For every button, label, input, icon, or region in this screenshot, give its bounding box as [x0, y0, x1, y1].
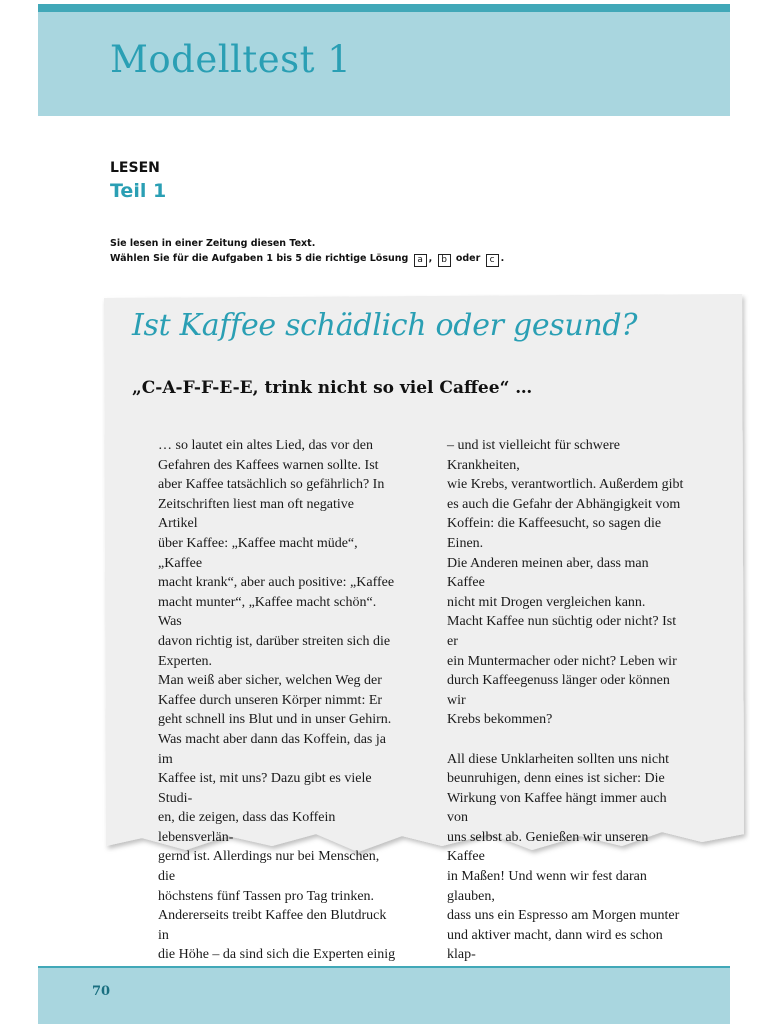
section-label: LESEN [110, 160, 160, 176]
text-line: Wirkung von Kaffee hängt immer auch von [447, 790, 667, 826]
article-column-left [158, 436, 396, 965]
text-line: – und ist vielleicht für schwere Krankheiten, [447, 438, 621, 473]
instruction-period: . [500, 253, 505, 264]
text-line: über Kaffee: „Kaffee macht müde“, „Kaffee [158, 535, 358, 571]
article-column-right [447, 436, 687, 985]
text-line: es auch die Gefahr der Abhängigkeit vom [447, 496, 681, 512]
page [38, 0, 730, 1024]
text-line: höchstens fünf Tassen pro Tag trinken. [158, 888, 375, 904]
text-line: Experten. [158, 653, 213, 669]
text-line: beunruhigen, denn eines ist sicher: Die [447, 771, 665, 787]
instruction-line-2 [110, 251, 504, 267]
text-line: uns selbst ab. Genießen wir unseren Kaffee [447, 829, 649, 865]
text-line: Gefahren des Kaffees warnen sollte. Ist [158, 457, 379, 473]
text-line: Andererseits treibt Kaffee den Blutdruck in [158, 908, 387, 943]
text-line: … so lautet ein altes Lied, das vor den [158, 438, 373, 453]
text-line: Was macht aber dann das Koffein, das ja im [158, 731, 386, 767]
section-part: Teil 1 [110, 180, 167, 202]
option-c-box: c [486, 254, 499, 267]
text-line: gernd ist. Allerdings nur bei Menschen, die [158, 849, 380, 885]
option-a-box: a [414, 254, 427, 267]
text-line: aber Kaffee tatsächlich so gefährlich? In [158, 477, 385, 493]
text-line: durch Kaffeegenuss länger oder können wir [447, 673, 670, 708]
text-line: nicht mit Drogen vergleichen kann. [447, 594, 646, 610]
text-line: die Höhe – da sind sich die Experten einig [158, 947, 396, 963]
text-line: Zeitschriften liest man oft negative Artikel [158, 496, 354, 532]
text-line: Macht Kaffee nun süchtig oder nicht? Ist er [447, 614, 677, 649]
text-line: wie Krebs, verantwortlich. Außerdem gibt [447, 477, 684, 493]
option-b-box: b [438, 254, 451, 267]
page-title: Modelltest 1 [110, 38, 352, 81]
text-line: dass uns ein Espresso am Morgen munter [447, 908, 680, 924]
text-line: davon richtig ist, darüber streiten sich die [158, 633, 391, 649]
text-line: Kaffee durch unseren Körper nimmt: Er [158, 692, 383, 708]
newspaper-clipping [102, 294, 750, 963]
text-line: Man weiß aber sicher, welchen Weg der [158, 673, 382, 689]
instructions [110, 236, 504, 267]
text-line: All diese Unklarheiten sollten uns nicht [447, 751, 670, 767]
paragraph-gap [447, 730, 687, 750]
text-line: geht schnell ins Blut und in unser Gehirn. [158, 712, 392, 728]
instruction-line-1: Sie lesen in einer Zeitung diesen Text. [110, 238, 316, 249]
text-line: Die Anderen meinen aber, dass man Kaffee [447, 555, 649, 591]
option-separator: , [428, 253, 433, 264]
text-line: en, die zeigen, dass das Koffein lebensverlän- [158, 810, 336, 845]
or-word: oder [455, 253, 481, 264]
article-headline: Ist Kaffee schädlich oder gesund? [132, 308, 638, 343]
text-line: ein Muntermacher oder nicht? Leben wir [447, 653, 677, 669]
footer-band [38, 966, 730, 1024]
text-line: Krebs bekommen? [447, 712, 553, 728]
page-number: 70 [92, 984, 111, 999]
article-subheadline: „C-A-F-F-E-E, trink nicht so viel Caffee“ … [132, 378, 533, 398]
text-line: Koffein: die Kaffeesucht, so sagen die Einen. [447, 516, 662, 551]
text-line: macht krank“, aber auch positive: „Kaffee [158, 575, 395, 591]
text-line: macht munter“, „Kaffee macht schön“. Was [158, 594, 377, 630]
text-line: und aktiver macht, dann wird es schon klap- [447, 927, 663, 963]
text-line: in Maßen! Und wenn wir fest daran glauben, [447, 869, 647, 904]
text-line: Kaffee ist, mit uns? Dazu gibt es viele Studi- [158, 771, 372, 806]
instruction-text: Wählen Sie für die Aufgaben 1 bis 5 die richtige Lösung [110, 253, 409, 264]
